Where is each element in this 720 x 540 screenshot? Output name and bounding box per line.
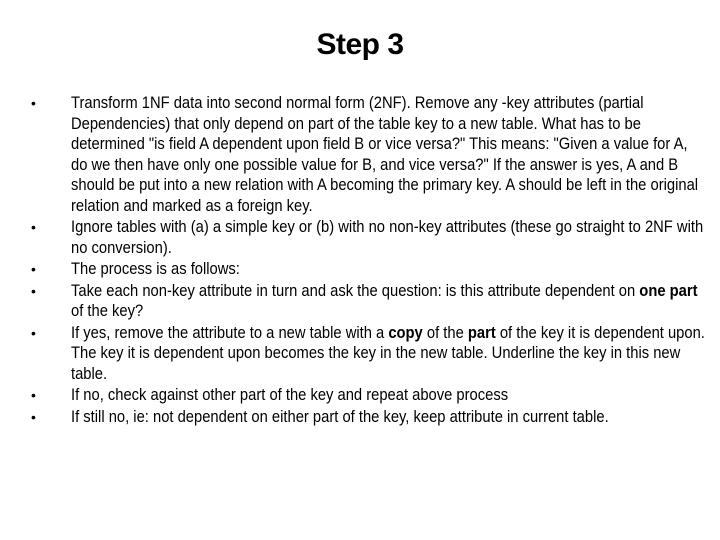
bullet-list: [26, 93, 706, 428]
bullet-icon: •: [31, 408, 36, 425]
bullet-item: [26, 93, 706, 216]
bullet-item: [26, 217, 706, 258]
bullet-icon: •: [31, 282, 36, 299]
bullet-text: Transform 1NF data into second normal form (2NF). Remove any -key attributes (partial Dependencies) that only depend on part of the table key to a new table. What has to be determined "is field A dependent upon field B or vice versa?" This means: "Given a value for A, do we then have only one possible value for B, and vice versa?" If the answer is yes, A and B should be put into a new relation with A becoming the primary key. A should be left in the original relation and marked as a foreign key.: [71, 94, 699, 215]
bullet-icon: •: [31, 324, 36, 341]
emphasis: copy: [388, 323, 423, 342]
slide-title: Step 3: [316, 28, 404, 61]
bullet-text: The process is as follows:: [71, 260, 240, 278]
bullet-item: [26, 407, 706, 428]
bullet-icon: •: [31, 95, 36, 111]
bullet-text: If yes, remove the attribute to a new table with a copy of the part of the key it is dependent upon. The key it is dependent upon becomes the key in the new table. Underline the key in this new table.: [71, 323, 705, 383]
emphasis: part: [467, 323, 496, 342]
bullet-text: Ignore tables with (a) a simple key or (b) with no non-key attributes (these go straight to 2NF with no conversion).: [71, 218, 704, 257]
bullet-text: If still no, ie: not dependent on either part of the key, keep attribute in current table.: [71, 407, 609, 426]
bullet-icon: •: [31, 219, 36, 235]
bullet-item: [26, 259, 706, 280]
bullet-text: Take each non-key attribute in turn and ask the question: is this attribute dependent on one part of the key?: [71, 281, 698, 320]
bullet-item: [26, 323, 706, 385]
emphasis: one part: [639, 281, 698, 300]
bullet-text: If no, check against other part of the key and repeat above process: [71, 386, 509, 404]
bullet-item: [26, 281, 706, 322]
bullet-icon: •: [31, 387, 36, 403]
bullet-item: [26, 385, 706, 406]
bullet-icon: •: [31, 261, 36, 277]
